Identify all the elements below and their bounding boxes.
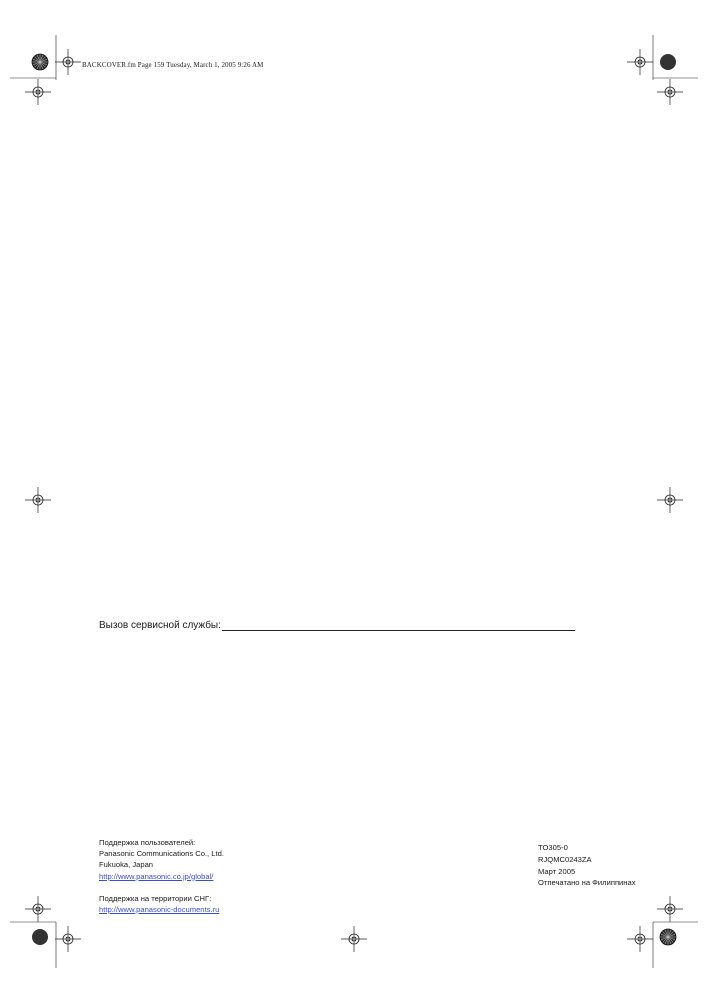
support-block xyxy=(99,837,224,915)
service-call-field xyxy=(99,619,575,631)
cis-support-heading: Поддержка на территории СНГ: xyxy=(99,893,212,903)
registration-mark xyxy=(25,896,51,922)
service-call-blank-line xyxy=(222,619,575,631)
registration-mark xyxy=(657,896,683,922)
registration-mark xyxy=(55,926,81,952)
color-patch-mark xyxy=(660,54,676,70)
registration-mark xyxy=(55,49,81,75)
registration-mark xyxy=(627,49,653,75)
support-heading: Поддержка пользователей: xyxy=(99,838,196,847)
color-patch-mark xyxy=(32,929,48,945)
registration-mark xyxy=(25,487,51,513)
service-call-label: Вызов сервисной службы: xyxy=(99,620,221,631)
cis-site-link[interactable]: http://www.panasonic-documents.ru xyxy=(99,905,220,915)
registration-mark xyxy=(657,487,683,513)
document-code: TO305-0 xyxy=(538,843,568,852)
file-slug: BACKCOVER.fm Page 159 Tuesday, March 1, 2005 9:26 AM xyxy=(82,61,264,69)
registration-mark xyxy=(657,79,683,105)
part-number: RJQMC0243ZA xyxy=(538,854,592,864)
printed-in: Отпечатано на Филиппинах xyxy=(538,878,636,888)
print-info-block xyxy=(538,842,636,889)
registration-mark xyxy=(341,926,367,952)
print-date: Март 2005 xyxy=(538,866,576,876)
color-starburst-mark xyxy=(32,54,48,70)
global-site-link[interactable]: http://www.panasonic.co.jp/global/ xyxy=(99,871,214,881)
company-location: Fukuoka, Japan xyxy=(99,860,154,870)
company-name: Panasonic Communications Co., Ltd. xyxy=(99,849,224,859)
registration-mark xyxy=(627,926,653,952)
registration-mark xyxy=(25,79,51,105)
color-starburst-mark xyxy=(660,929,676,945)
